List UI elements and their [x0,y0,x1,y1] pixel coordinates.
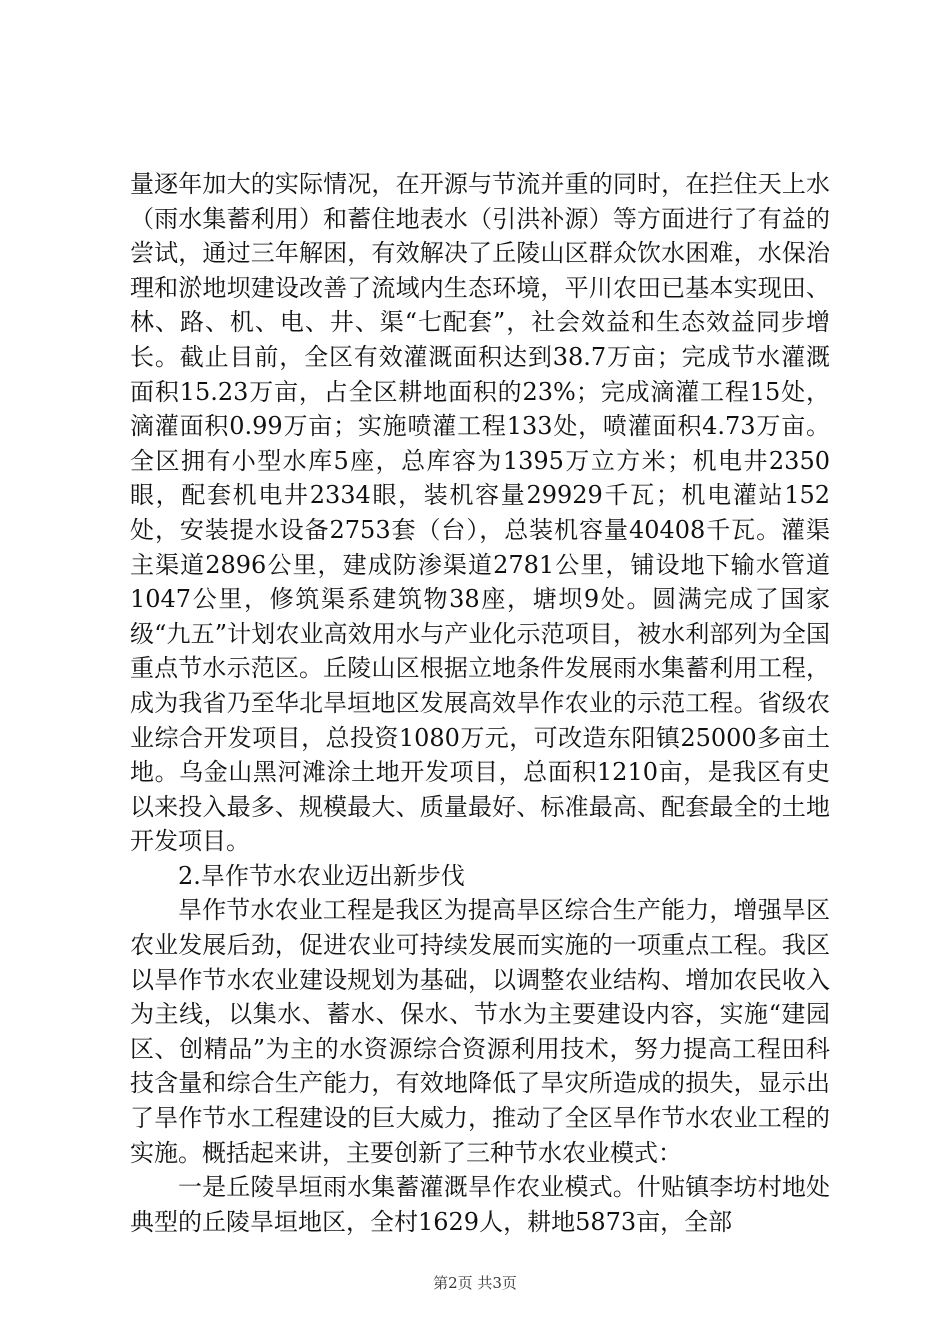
section-heading: 2.旱作节水农业迈出新步伐 [178,861,465,890]
paragraph-mode-1: 一是丘陵旱垣雨水集蓄灌溉旱作农业模式。什贴镇李坊村地处典型的丘陵旱垣地区，全村1629人，耕地5873亩，全部 [130,1173,830,1236]
document-body [130,167,830,1239]
paragraph-continued: 量逐年加大的实际情况，在开源与节流并重的同时，在拦住天上水（雨水集蓄利用）和蓄住地表水（引洪补源）等方面进行了有益的尝试，通过三年解困，有效解决了丘陵山区群众饮水困难，水保治理和淤地坝建设改善了流域内生态环境，平川农田已基本实现田、林、路、机、电、井、渠“七配套”，社会效益和生态效益同步增长。截止目前，全区有效灌溉面积达到38.7万亩；完成节水灌溉面积15.23万亩，占全区耕地面积的23%；完成滴灌工程15处，滴灌面积0.99万亩；实施喷灌工程133处，喷灌面积4.73万亩。全区拥有小型水库5座，总库容为1395万立方米；机电井2350眼，配套机电井2334眼，装机容量29929千瓦；机电灌站152处，安装提水设备2753套（台），总装机容量40408千瓦。灌渠主渠道2896公里，建成防渗渠道2781公里，铺设地下输水管道1047公里，修筑渠系建筑物38座，塘坝9处。圆满完成了国家级“九五”计划农业高效用水与产业化示范项目，被水利部列为全国重点节水示范区。丘陵山区根据立地条件发展雨水集蓄利用工程，成为我省乃至华北旱垣地区发展高效旱作农业的示范工程。省级农业综合开发项目，总投资1080万元，可改造东阳镇25000多亩土地。乌金山黑河滩涂土地开发项目，总面积1210亩，是我区有史以来投入最多、规模最大、质量最好、标准最高、配套最全的土地开发项目。 [130,170,830,856]
page-footer: 第2页 共3页 [433,1274,517,1292]
paragraph-dry-farming: 旱作节水农业工程是我区为提高旱区综合生产能力，增强旱区农业发展后劲，促进农业可持续发展而实施的一项重点工程。我区以旱作节水农业建设规划为基础，以调整农业结构、增加农民收入为主线，以集水、蓄水、保水、节水为主要建设内容，实施“建园区、创精品”为主的水资源综合资源利用技术，努力提高工程田科技含量和综合生产能力，有效地降低了旱灾所造成的损失，显示出了旱作节水工程建设的巨大威力，推动了全区旱作节水农业工程的实施。概括起来讲，主要创新了三种节水农业模式： [130,896,830,1167]
